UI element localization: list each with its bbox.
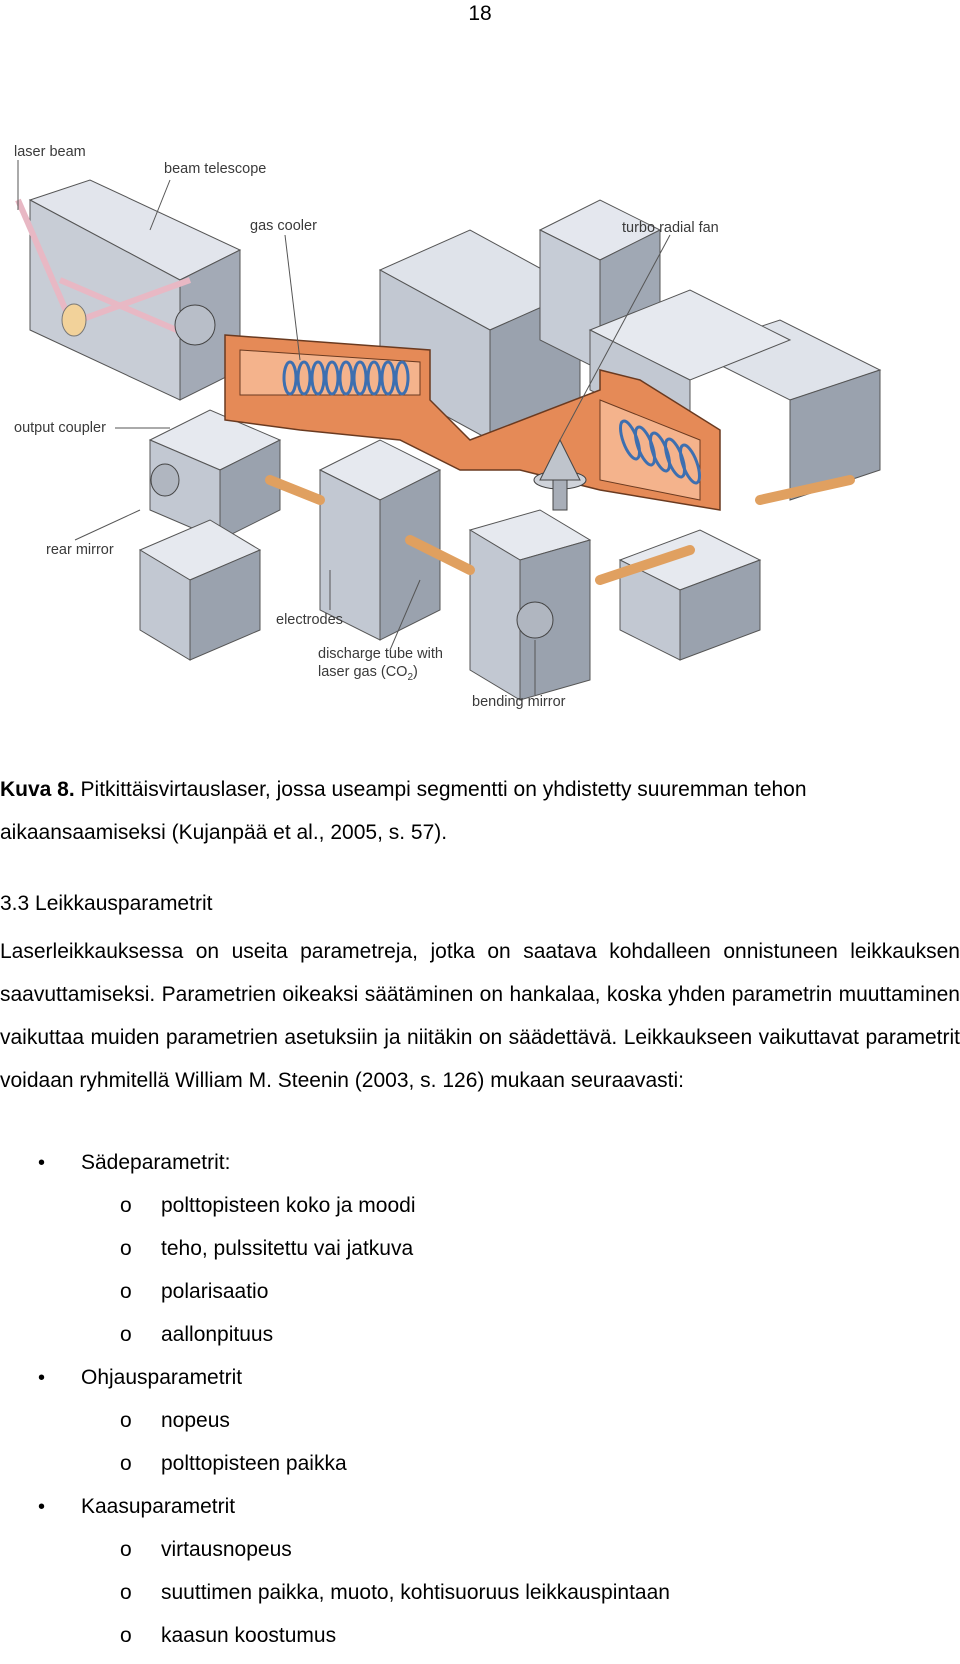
laser-diagram-figure	[0, 140, 960, 760]
sub-bullet-icon: o	[120, 1452, 132, 1475]
caption-label: Kuva 8.	[0, 778, 75, 801]
list-item: o virtausnopeus	[0, 1535, 960, 1578]
list-group-title: • Ohjausparametrit	[0, 1363, 960, 1406]
bullet-icon: •	[38, 1496, 46, 1518]
label-discharge-tube-line2: laser gas $(CO_2)$	[318, 664, 418, 683]
label-bending-mirror: bending mirror	[472, 694, 566, 710]
figure-caption	[0, 768, 960, 854]
list-item: o polttopisteen koko ja moodi	[0, 1191, 960, 1234]
list-item: o nopeus	[0, 1406, 960, 1449]
label-turbo-radial-fan: turbo radial fan	[622, 220, 719, 236]
label-laser-beam: laser beam	[14, 144, 86, 160]
sub-bullet-icon: o	[120, 1323, 132, 1346]
list-item: o aallonpituus	[0, 1320, 960, 1363]
list-item: o polttopisteen paikka	[0, 1449, 960, 1492]
list-item: o teho, pulssitettu vai jatkuva	[0, 1234, 960, 1277]
sub-bullet-icon: o	[120, 1624, 132, 1647]
label-beam-telescope: beam telescope	[164, 161, 267, 177]
list-group-title: • Kaasuparametrit	[0, 1492, 960, 1535]
sub-bullet-icon: o	[120, 1194, 132, 1217]
list-item: o polarisaatio	[0, 1277, 960, 1320]
label-discharge-tube-line1: discharge tube with	[318, 646, 443, 662]
bullet-icon: •	[38, 1152, 46, 1174]
caption-text: Pitkittäisvirtauslaser, jossa useampi segmentti on yhdistetty suuremman tehon aikaansaamiseksi (Kujanpää et al., 2005, s. 57).	[0, 778, 807, 844]
section-heading: 3.3 Leikkausparametrit	[0, 892, 213, 915]
section-paragraph: Laserleikkauksessa on useita parametreja, jotka on saatava kohdalleen onnistuneen leikkauksen saavuttamiseksi. Parametrien oikeaksi säätäminen on hankalaa, koska yhden parametrin muuttaminen vaikuttaa muiden parametrien asetuksiin ja niitäkin on säädettävä. Leikkaukseen vaikuttavat parametrit voidaan ryhmitellä William M. Steenin (2003, s. 126) mukaan seuraavasti:	[0, 940, 960, 1092]
laser-diagram	[0, 140, 960, 760]
list-item: o suuttimen paikka, muoto, kohtisuoruus leikkauspintaan	[0, 1578, 960, 1621]
sub-bullet-icon: o	[120, 1409, 132, 1432]
sub-bullet-icon: o	[120, 1237, 132, 1260]
sub-bullet-icon: o	[120, 1581, 132, 1604]
page-number: 18	[468, 2, 492, 25]
list-group-title: • Sädeparametrit:	[0, 1148, 960, 1191]
bullet-icon: •	[38, 1367, 46, 1389]
list-item: o kaasun koostumus	[0, 1621, 960, 1664]
label-output-coupler: output coupler	[14, 420, 106, 436]
label-gas-cooler: gas cooler	[250, 218, 317, 234]
sub-bullet-icon: o	[120, 1280, 132, 1303]
parameter-list	[0, 1148, 960, 1664]
label-rear-mirror: rear mirror	[46, 542, 114, 558]
label-electrodes: electrodes	[276, 612, 343, 628]
sub-bullet-icon: o	[120, 1538, 132, 1561]
